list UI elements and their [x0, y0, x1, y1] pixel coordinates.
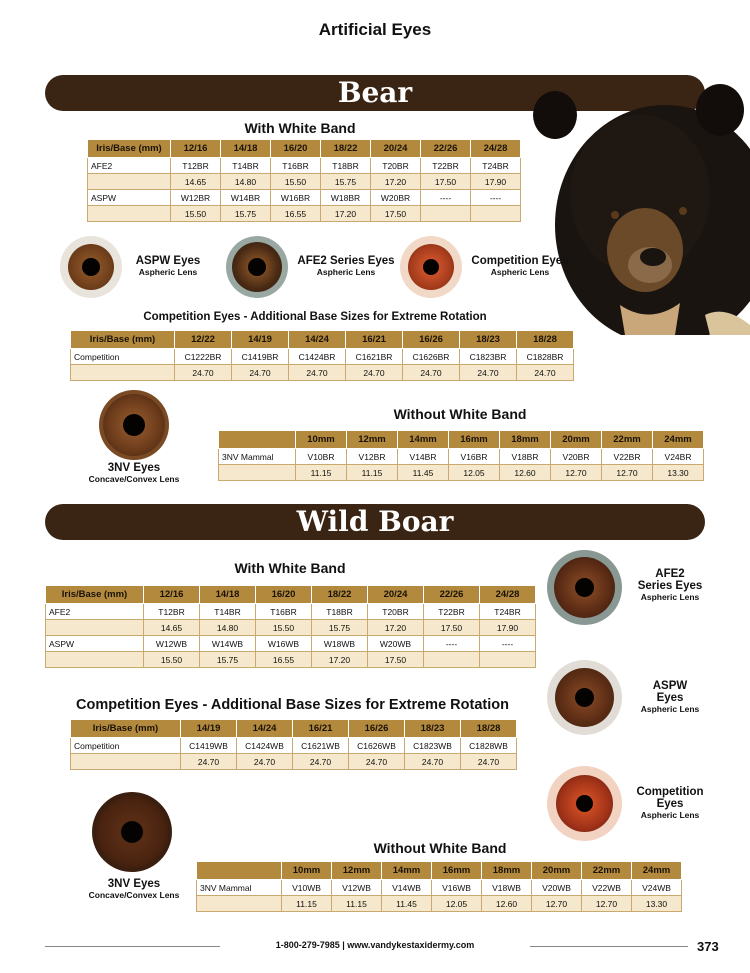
- eye-lens: Aspheric Lens: [640, 704, 700, 714]
- header-cell: 18mm: [500, 431, 551, 449]
- table-cell: V14WB: [382, 880, 432, 896]
- table-cell: C1823WB: [405, 738, 461, 754]
- table-cell: [219, 465, 296, 481]
- table-cell: 14.65: [144, 620, 200, 636]
- table-cell: 15.75: [200, 652, 256, 668]
- boar-aspw-eye-image: [547, 660, 622, 735]
- header-cell: 22mm: [602, 431, 653, 449]
- table-cell: W16WB: [256, 636, 312, 652]
- bear-competition-table: [70, 330, 574, 381]
- eye-name: AFE2: [655, 568, 685, 580]
- table-cell: C1828WB: [461, 738, 517, 754]
- table-header-row: [88, 140, 521, 158]
- header-cell: 12/22: [175, 331, 232, 349]
- header-cell: 20mm: [551, 431, 602, 449]
- table-cell: C1621BR: [346, 349, 403, 365]
- table-cell: [421, 206, 471, 222]
- table-cell: 12.60: [500, 465, 551, 481]
- table-row: [88, 174, 521, 190]
- table-cell: W20BR: [371, 190, 421, 206]
- table-cell: 14.65: [171, 174, 221, 190]
- table-cell: V10WB: [282, 880, 332, 896]
- table-cell: 24.70: [175, 365, 232, 381]
- header-cell: 14/24: [289, 331, 346, 349]
- afe2-eyes-label: [292, 255, 400, 277]
- header-cell: 12/16: [144, 586, 200, 604]
- table-cell: [88, 206, 171, 222]
- table-cell: C1424BR: [289, 349, 346, 365]
- eye-lens: Aspheric Lens: [490, 267, 550, 277]
- bear-without-band-heading: Without White Band: [393, 406, 527, 422]
- table-header-row: [197, 862, 682, 880]
- boar-afe2-eye-image: [547, 550, 622, 625]
- table-cell: ASPW: [46, 636, 144, 652]
- table-cell: [471, 206, 521, 222]
- header-cell: 16/21: [346, 331, 403, 349]
- table-cell: 11.15: [347, 465, 398, 481]
- table-cell: T22BR: [421, 158, 471, 174]
- table-cell: 15.50: [144, 652, 200, 668]
- table-cell: 24.70: [517, 365, 574, 381]
- table-row: [197, 880, 682, 896]
- boar-3nv-eye-image: [92, 792, 172, 872]
- table-cell: W12WB: [144, 636, 200, 652]
- table-cell: 24.70: [346, 365, 403, 381]
- table-cell: 3NV Mammal: [219, 449, 296, 465]
- header-cell: 12mm: [347, 431, 398, 449]
- table-cell: V12BR: [347, 449, 398, 465]
- table-cell: C1621WB: [293, 738, 349, 754]
- table-cell: T16BR: [256, 604, 312, 620]
- boar-without-band-heading: Without White Band: [373, 840, 507, 856]
- table-cell: 17.20: [312, 652, 368, 668]
- header-cell: [219, 431, 296, 449]
- eye-lens: Concave/Convex Lens: [88, 890, 180, 900]
- table-header-row: [71, 720, 517, 738]
- table-cell: W18WB: [312, 636, 368, 652]
- table-header-row: [219, 431, 704, 449]
- table-cell: C1424WB: [237, 738, 293, 754]
- boar-3nv-eyes-label: [70, 878, 198, 900]
- eye-name: AFE2 Series Eyes: [297, 255, 395, 267]
- header-cell: 14/19: [232, 331, 289, 349]
- eye-lens: Aspheric Lens: [138, 267, 198, 277]
- table-cell: W14BR: [221, 190, 271, 206]
- boar-with-band-heading: With White Band: [234, 560, 346, 576]
- table-cell: C1823BR: [460, 349, 517, 365]
- table-cell: V24WB: [632, 880, 682, 896]
- table-row: [46, 652, 536, 668]
- table-cell: W14WB: [200, 636, 256, 652]
- table-cell: T14BR: [221, 158, 271, 174]
- header-cell: 18/22: [312, 586, 368, 604]
- bear-section-banner: Bear: [45, 75, 705, 111]
- table-cell: 12.70: [602, 465, 653, 481]
- header-cell: 24mm: [653, 431, 704, 449]
- header-cell: 14/19: [181, 720, 237, 738]
- table-cell: V22WB: [582, 880, 632, 896]
- table-cell: ----: [480, 636, 536, 652]
- footer-divider-right: [530, 946, 688, 947]
- table-cell: V10BR: [296, 449, 347, 465]
- header-cell: 22/26: [421, 140, 471, 158]
- header-cell: 18mm: [482, 862, 532, 880]
- table-cell: 24.70: [461, 754, 517, 770]
- table-cell: T22BR: [424, 604, 480, 620]
- table-row: [197, 896, 682, 912]
- table-cell: 17.50: [424, 620, 480, 636]
- table-row: [46, 604, 536, 620]
- table-cell: V24BR: [653, 449, 704, 465]
- table-cell: 11.15: [332, 896, 382, 912]
- table-cell: V20WB: [532, 880, 582, 896]
- eye-name: Competition Eyes: [471, 255, 569, 267]
- table-cell: T18BR: [321, 158, 371, 174]
- table-cell: 24.70: [460, 365, 517, 381]
- table-row: [88, 158, 521, 174]
- table-cell: ----: [424, 636, 480, 652]
- table-cell: ----: [471, 190, 521, 206]
- header-cell: 14/18: [221, 140, 271, 158]
- table-cell: 24.70: [349, 754, 405, 770]
- header-cell: 20mm: [532, 862, 582, 880]
- table-cell: 12.70: [532, 896, 582, 912]
- table-row: [46, 636, 536, 652]
- table-row: [71, 754, 517, 770]
- boar-competition-table: [70, 719, 517, 770]
- header-cell: 18/23: [460, 331, 517, 349]
- table-cell: V16WB: [432, 880, 482, 896]
- table-cell: 3NV Mammal: [197, 880, 282, 896]
- table-cell: 15.50: [271, 174, 321, 190]
- table-cell: 11.45: [382, 896, 432, 912]
- header-cell: 20/24: [368, 586, 424, 604]
- table-cell: C1419BR: [232, 349, 289, 365]
- table-cell: 24.70: [405, 754, 461, 770]
- eye-name: Eyes: [656, 798, 684, 810]
- table-header-row: [71, 331, 574, 349]
- header-cell: Iris/Base (mm): [71, 331, 175, 349]
- header-cell: 14mm: [382, 862, 432, 880]
- table-cell: 14.80: [221, 174, 271, 190]
- table-cell: AFE2: [88, 158, 171, 174]
- table-cell: T20BR: [371, 158, 421, 174]
- aspw-eyes-label: [126, 255, 210, 277]
- afe2-eye-image: [226, 236, 288, 298]
- table-cell: C1222BR: [175, 349, 232, 365]
- table-cell: V20BR: [551, 449, 602, 465]
- table-cell: W18BR: [321, 190, 371, 206]
- eye-name: Series Eyes: [637, 580, 703, 592]
- table-row: [71, 349, 574, 365]
- table-cell: 24.70: [232, 365, 289, 381]
- table-cell: 17.90: [480, 620, 536, 636]
- table-cell: 11.15: [296, 465, 347, 481]
- table-cell: [424, 652, 480, 668]
- eye-name: ASPW: [652, 680, 688, 692]
- boar-competition-eyes-label: [630, 786, 710, 820]
- 3nv-eyes-label: [70, 462, 198, 484]
- header-cell: 16/20: [271, 140, 321, 158]
- table-cell: 13.30: [632, 896, 682, 912]
- table-row: [219, 449, 704, 465]
- table-cell: T24BR: [480, 604, 536, 620]
- table-cell: [88, 174, 171, 190]
- header-cell: 16/21: [293, 720, 349, 738]
- table-cell: 17.20: [371, 174, 421, 190]
- table-cell: 11.45: [398, 465, 449, 481]
- header-cell: Iris/Base (mm): [88, 140, 171, 158]
- table-cell: 11.15: [282, 896, 332, 912]
- table-row: [88, 206, 521, 222]
- table-cell: 12.05: [432, 896, 482, 912]
- table-cell: W12BR: [171, 190, 221, 206]
- table-cell: 15.75: [321, 174, 371, 190]
- eye-lens: Aspheric Lens: [640, 810, 700, 820]
- table-cell: Competition: [71, 738, 181, 754]
- table-cell: AFE2: [46, 604, 144, 620]
- table-cell: 15.75: [312, 620, 368, 636]
- aspw-eye-image: [60, 236, 122, 298]
- table-cell: 17.50: [371, 206, 421, 222]
- footer-divider-left: [45, 946, 220, 947]
- bear-with-band-heading: With White Band: [244, 120, 356, 136]
- header-cell: 16/26: [403, 331, 460, 349]
- table-cell: T12BR: [144, 604, 200, 620]
- header-cell: 24mm: [632, 862, 682, 880]
- header-cell: 12/16: [171, 140, 221, 158]
- table-cell: C1626WB: [349, 738, 405, 754]
- table-row: [219, 465, 704, 481]
- table-cell: C1828BR: [517, 349, 574, 365]
- competition-eye-image: [400, 236, 462, 298]
- header-cell: 14/24: [237, 720, 293, 738]
- header-cell: 18/28: [517, 331, 574, 349]
- table-cell: 16.55: [271, 206, 321, 222]
- header-cell: 16mm: [449, 431, 500, 449]
- table-cell: [197, 896, 282, 912]
- boar-aspw-eyes-label: [630, 680, 710, 714]
- table-cell: V18BR: [500, 449, 551, 465]
- eye-lens: Concave/Convex Lens: [88, 474, 180, 484]
- table-row: [71, 738, 517, 754]
- table-cell: T12BR: [171, 158, 221, 174]
- boar-competition-eye-image: [547, 766, 622, 841]
- competition-eyes-label: [468, 255, 572, 277]
- eye-name: Competition: [636, 786, 704, 798]
- header-cell: 12mm: [332, 862, 382, 880]
- table-cell: T16BR: [271, 158, 321, 174]
- eye-name: Eyes: [656, 692, 684, 704]
- table-cell: 12.60: [482, 896, 532, 912]
- header-cell: 14/18: [200, 586, 256, 604]
- footer-contact: 1-800-279-7985 | www.vandykestaxidermy.com: [275, 940, 475, 950]
- table-cell: 15.50: [256, 620, 312, 636]
- table-cell: 13.30: [653, 465, 704, 481]
- page-title: Artificial Eyes: [318, 20, 432, 39]
- table-cell: V18WB: [482, 880, 532, 896]
- table-cell: 17.20: [321, 206, 371, 222]
- table-cell: 24.70: [237, 754, 293, 770]
- table-cell: 15.50: [171, 206, 221, 222]
- table-cell: 17.50: [421, 174, 471, 190]
- table-cell: 12.70: [551, 465, 602, 481]
- bear-competition-heading: Competition Eyes - Additional Base Sizes for Extreme Rotation: [143, 311, 487, 323]
- header-cell: 22mm: [582, 862, 632, 880]
- table-cell: ----: [421, 190, 471, 206]
- table-cell: 12.70: [582, 896, 632, 912]
- bear-without-band-table: [218, 430, 704, 481]
- header-cell: 16/26: [349, 720, 405, 738]
- header-cell: 18/23: [405, 720, 461, 738]
- table-cell: [71, 754, 181, 770]
- table-cell: 14.80: [200, 620, 256, 636]
- table-cell: [71, 365, 175, 381]
- bear-with-band-table: [87, 139, 521, 222]
- header-cell: 14mm: [398, 431, 449, 449]
- table-cell: V16BR: [449, 449, 500, 465]
- table-cell: V12WB: [332, 880, 382, 896]
- eye-name: 3NV Eyes: [107, 878, 161, 890]
- table-cell: T18BR: [312, 604, 368, 620]
- header-cell: Iris/Base (mm): [46, 586, 144, 604]
- boar-without-band-table: [196, 861, 682, 912]
- header-cell: Iris/Base (mm): [71, 720, 181, 738]
- table-cell: 17.90: [471, 174, 521, 190]
- table-row: [71, 365, 574, 381]
- header-cell: 10mm: [282, 862, 332, 880]
- table-cell: 17.20: [368, 620, 424, 636]
- bear-photo: [525, 75, 750, 335]
- table-header-row: [46, 586, 536, 604]
- table-cell: [480, 652, 536, 668]
- header-cell: 22/26: [424, 586, 480, 604]
- table-cell: 24.70: [293, 754, 349, 770]
- table-cell: 16.55: [256, 652, 312, 668]
- eye-name: 3NV Eyes: [107, 462, 161, 474]
- header-cell: 18/28: [461, 720, 517, 738]
- boar-section-banner: Wild Boar: [45, 504, 705, 540]
- table-cell: W20WB: [368, 636, 424, 652]
- header-cell: 24/28: [480, 586, 536, 604]
- table-cell: [46, 620, 144, 636]
- table-cell: T20BR: [368, 604, 424, 620]
- table-cell: V22BR: [602, 449, 653, 465]
- table-cell: C1419WB: [181, 738, 237, 754]
- page-number: 373: [697, 939, 719, 954]
- table-row: [88, 190, 521, 206]
- boar-with-band-table: [45, 585, 536, 668]
- table-cell: 15.75: [221, 206, 271, 222]
- eye-name: ASPW Eyes: [135, 255, 201, 267]
- boar-competition-heading: Competition Eyes - Additional Base Sizes for Extreme Rotation: [76, 697, 509, 713]
- table-row: [46, 620, 536, 636]
- header-cell: 20/24: [371, 140, 421, 158]
- table-cell: V14BR: [398, 449, 449, 465]
- header-cell: 16mm: [432, 862, 482, 880]
- table-cell: 24.70: [181, 754, 237, 770]
- table-cell: 24.70: [403, 365, 460, 381]
- table-cell: W16BR: [271, 190, 321, 206]
- header-cell: 24/28: [471, 140, 521, 158]
- table-cell: T14BR: [200, 604, 256, 620]
- table-cell: C1626BR: [403, 349, 460, 365]
- table-cell: Competition: [71, 349, 175, 365]
- table-cell: 24.70: [289, 365, 346, 381]
- 3nv-eye-image: [99, 390, 169, 460]
- header-cell: 18/22: [321, 140, 371, 158]
- table-cell: ASPW: [88, 190, 171, 206]
- boar-afe2-eyes-label: [630, 568, 710, 602]
- table-cell: [46, 652, 144, 668]
- header-cell: [197, 862, 282, 880]
- header-cell: 10mm: [296, 431, 347, 449]
- eye-lens: Aspheric Lens: [640, 592, 700, 602]
- table-cell: T24BR: [471, 158, 521, 174]
- header-cell: 16/20: [256, 586, 312, 604]
- table-cell: 17.50: [368, 652, 424, 668]
- table-cell: 12.05: [449, 465, 500, 481]
- eye-lens: Aspheric Lens: [316, 267, 376, 277]
